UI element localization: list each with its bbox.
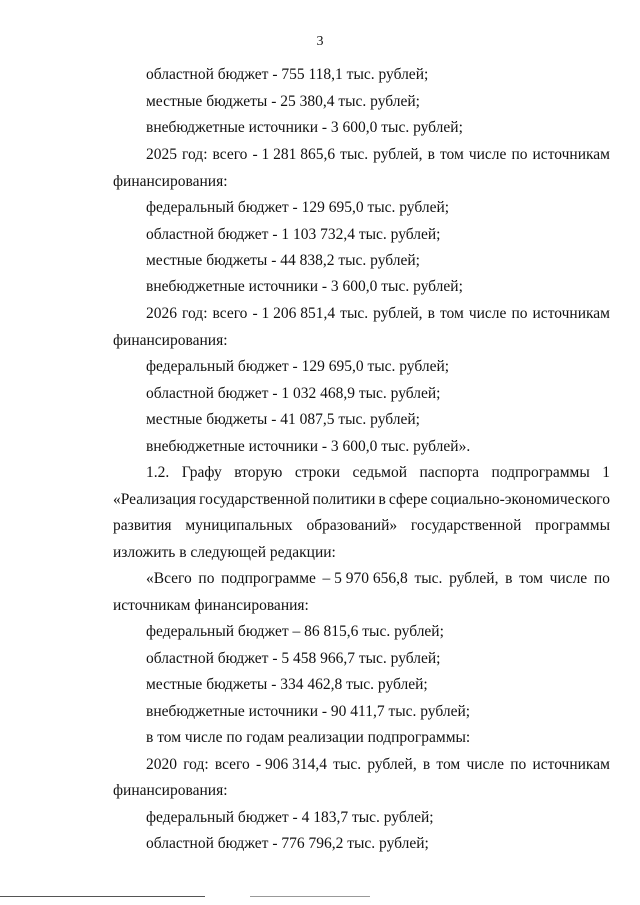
word: в xyxy=(427,305,435,322)
word: по xyxy=(511,146,528,163)
word: муниципальных xyxy=(185,517,293,534)
text-line: местные бюджеты - 44 838,2 тыс. рублей; xyxy=(146,252,420,269)
text-line: в том числе по годам реализации подпрограммы: xyxy=(146,729,471,746)
word: тыс. xyxy=(414,570,443,587)
word: в xyxy=(505,570,513,587)
word: том xyxy=(439,305,464,322)
word: источникам xyxy=(532,756,610,773)
word: 2026 xyxy=(146,305,177,322)
word: вторую xyxy=(234,464,283,481)
text-line-justified xyxy=(113,517,610,535)
word: социально-экономического xyxy=(430,491,610,508)
text-line-justified xyxy=(146,570,610,588)
word: строки xyxy=(294,464,340,481)
scan-edge-line xyxy=(0,896,205,897)
word: образований» xyxy=(306,517,398,534)
word: рублей, xyxy=(373,305,423,322)
text-line: финансирования: xyxy=(113,173,228,190)
text-line: изложить в следующей редакции: xyxy=(113,544,336,561)
word: год: xyxy=(182,146,208,163)
word: по xyxy=(198,570,215,587)
word: рублей, xyxy=(373,146,423,163)
word: «Реализация xyxy=(113,491,197,508)
text-line: местные бюджеты - 25 380,4 тыс. рублей; xyxy=(146,93,420,110)
word: по xyxy=(510,756,527,773)
word: - 1 281 865,6 xyxy=(252,146,336,163)
text-line: областной бюджет - 755 118,1 тыс. рублей; xyxy=(146,66,429,83)
word: по xyxy=(511,305,528,322)
word: том xyxy=(519,570,543,587)
word: подпрограмме xyxy=(221,570,316,587)
word: источникам xyxy=(532,305,610,322)
text-line: областной бюджет - 776 796,2 тыс. рублей; xyxy=(146,835,429,852)
word: Графу xyxy=(181,464,222,481)
word: числе xyxy=(468,305,507,322)
scan-edge-line xyxy=(250,896,370,897)
word: всего xyxy=(212,305,248,322)
word: тыс. xyxy=(333,756,362,773)
word: в xyxy=(427,146,435,163)
word: всего xyxy=(214,756,250,773)
text-line: внебюджетные источники - 3 600,0 тыс. рублей; xyxy=(146,278,463,295)
text-line: областной бюджет - 1 103 732,4 тыс. рублей; xyxy=(146,226,441,243)
text-line: местные бюджеты - 41 087,5 тыс. рублей; xyxy=(146,411,420,428)
word: числе xyxy=(468,146,507,163)
word: год: xyxy=(182,305,208,322)
word: том xyxy=(436,756,461,773)
text-line-justified xyxy=(146,146,610,164)
word: - 906 314,4 xyxy=(255,756,327,773)
word: сфере xyxy=(388,491,428,508)
text-line-justified xyxy=(146,305,610,323)
text-line: местные бюджеты - 334 462,8 тыс. рублей; xyxy=(146,676,428,693)
word: год: xyxy=(183,756,209,773)
word: всего xyxy=(212,146,248,163)
word: программы xyxy=(535,517,610,534)
word: 1 xyxy=(602,464,610,481)
word: «Всего xyxy=(146,570,192,587)
word: политики xyxy=(312,491,376,508)
word: рублей, xyxy=(367,756,417,773)
word: – 5 970 656,8 xyxy=(322,570,408,587)
word: в xyxy=(378,491,386,508)
word: развития xyxy=(113,517,172,534)
word: 2025 xyxy=(146,146,177,163)
word: 2020 xyxy=(146,756,177,773)
text-line: источникам финансирования: xyxy=(113,597,309,614)
word: в xyxy=(422,756,431,773)
word: 1.2. xyxy=(146,464,170,481)
word: тыс. xyxy=(340,146,369,163)
word: подпрограммы xyxy=(491,464,590,481)
text-line: федеральный бюджет - 4 183,7 тыс. рублей; xyxy=(146,809,434,826)
text-line: федеральный бюджет - 129 695,0 тыс. рублей; xyxy=(146,358,450,375)
text-line: финансирования: xyxy=(113,332,228,349)
text-line: внебюджетные источники - 3 600,0 тыс. рублей». xyxy=(146,438,471,455)
word: государственной xyxy=(410,517,522,534)
text-line: областной бюджет - 1 032 468,9 тыс. рублей; xyxy=(146,385,441,402)
text-line-justified xyxy=(113,491,610,509)
text-line: областной бюджет - 5 458 966,7 тыс. рублей; xyxy=(146,650,441,667)
word: паспорта xyxy=(419,464,479,481)
word: тыс. xyxy=(340,305,369,322)
text-line: внебюджетные источники - 3 600,0 тыс. рублей; xyxy=(146,119,463,136)
word: источникам xyxy=(532,146,610,163)
word: по xyxy=(593,570,610,587)
text-line: федеральный бюджет – 86 815,6 тыс. рублей; xyxy=(146,623,444,640)
word: государственной xyxy=(199,491,310,508)
word: том xyxy=(439,146,464,163)
word: рублей, xyxy=(449,570,499,587)
text-line-justified xyxy=(146,464,610,482)
word: - 1 206 851,4 xyxy=(252,305,336,322)
text-line: финансирования: xyxy=(113,782,228,799)
word: числе xyxy=(466,756,505,773)
text-line-justified xyxy=(146,756,610,774)
text-line: федеральный бюджет - 129 695,0 тыс. рублей; xyxy=(146,199,450,216)
word: числе xyxy=(549,570,588,587)
text-line: внебюджетные источники - 90 411,7 тыс. рублей; xyxy=(146,703,471,720)
page-number: 3 xyxy=(316,34,324,49)
word: седьмой xyxy=(352,464,408,481)
